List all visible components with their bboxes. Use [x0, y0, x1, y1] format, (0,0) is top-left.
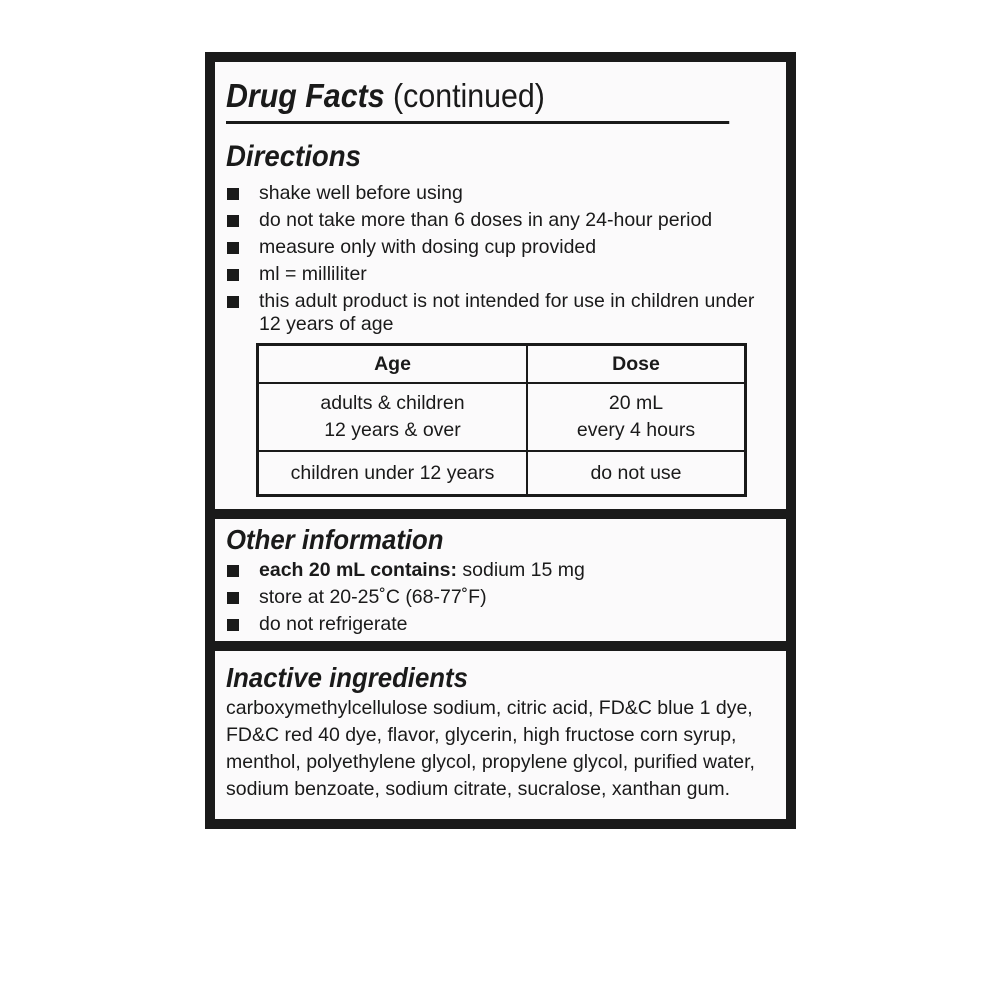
bullet-square-icon — [227, 242, 239, 254]
dosage-table — [256, 343, 747, 497]
list-item: measure only with dosing cup provided — [226, 236, 776, 259]
list-item: do not refrigerate — [226, 613, 776, 636]
directions-panel — [215, 62, 786, 509]
label-title — [226, 76, 729, 124]
list-item: store at 20-25˚C (68-77˚F) — [226, 586, 776, 609]
bullet-square-icon — [227, 619, 239, 631]
bullet-square-icon — [227, 592, 239, 604]
inactive-ingredients-text: carboxymethylcellulose sodium, citric acid, FD&C blue 1 dye, FD&C red 40 dye, flavor, glycerin, high fructose corn syrup, menthol, polyethylene glycol, propylene glycol, purified water, sodium benzoate, sodium citrate, sucralose, xanthan gum. — [226, 697, 755, 800]
bullet-square-icon — [227, 565, 239, 577]
list-item: each 20 mL contains: sodium 15 mg — [226, 559, 776, 582]
directions-heading: Directions — [226, 140, 361, 173]
bullet-square-icon — [227, 215, 239, 227]
directions-list — [226, 182, 776, 340]
header-age: Age — [258, 345, 528, 384]
table-row — [258, 451, 746, 496]
cell-age: adults & children 12 years & over — [258, 383, 528, 451]
other-information-list — [226, 559, 776, 640]
cell-age: children under 12 years — [258, 451, 528, 496]
inactive-ingredients-panel — [215, 651, 786, 819]
inactive-ingredients-heading: Inactive ingredients — [226, 662, 468, 693]
list-item: shake well before using — [226, 182, 776, 205]
cell-dose: do not use — [527, 451, 746, 496]
list-item: ml = milliliter — [226, 263, 776, 286]
bullet-square-icon — [227, 296, 239, 308]
other-information-panel — [215, 519, 786, 641]
bullet-square-icon — [227, 188, 239, 200]
list-item: do not take more than 6 doses in any 24-hour period — [226, 209, 776, 232]
table-header-row — [258, 345, 746, 384]
cell-dose: 20 mL every 4 hours — [527, 383, 746, 451]
header-dose: Dose — [527, 345, 746, 384]
list-item: this adult product is not intended for use in children under 12 years of age — [226, 290, 776, 336]
title-continued: (continued) — [393, 77, 545, 114]
title-drug-facts: Drug Facts — [226, 77, 385, 114]
other-information-heading: Other information — [226, 524, 444, 555]
bullet-square-icon — [227, 269, 239, 281]
drug-facts-label — [205, 52, 796, 829]
table-row — [258, 383, 746, 451]
